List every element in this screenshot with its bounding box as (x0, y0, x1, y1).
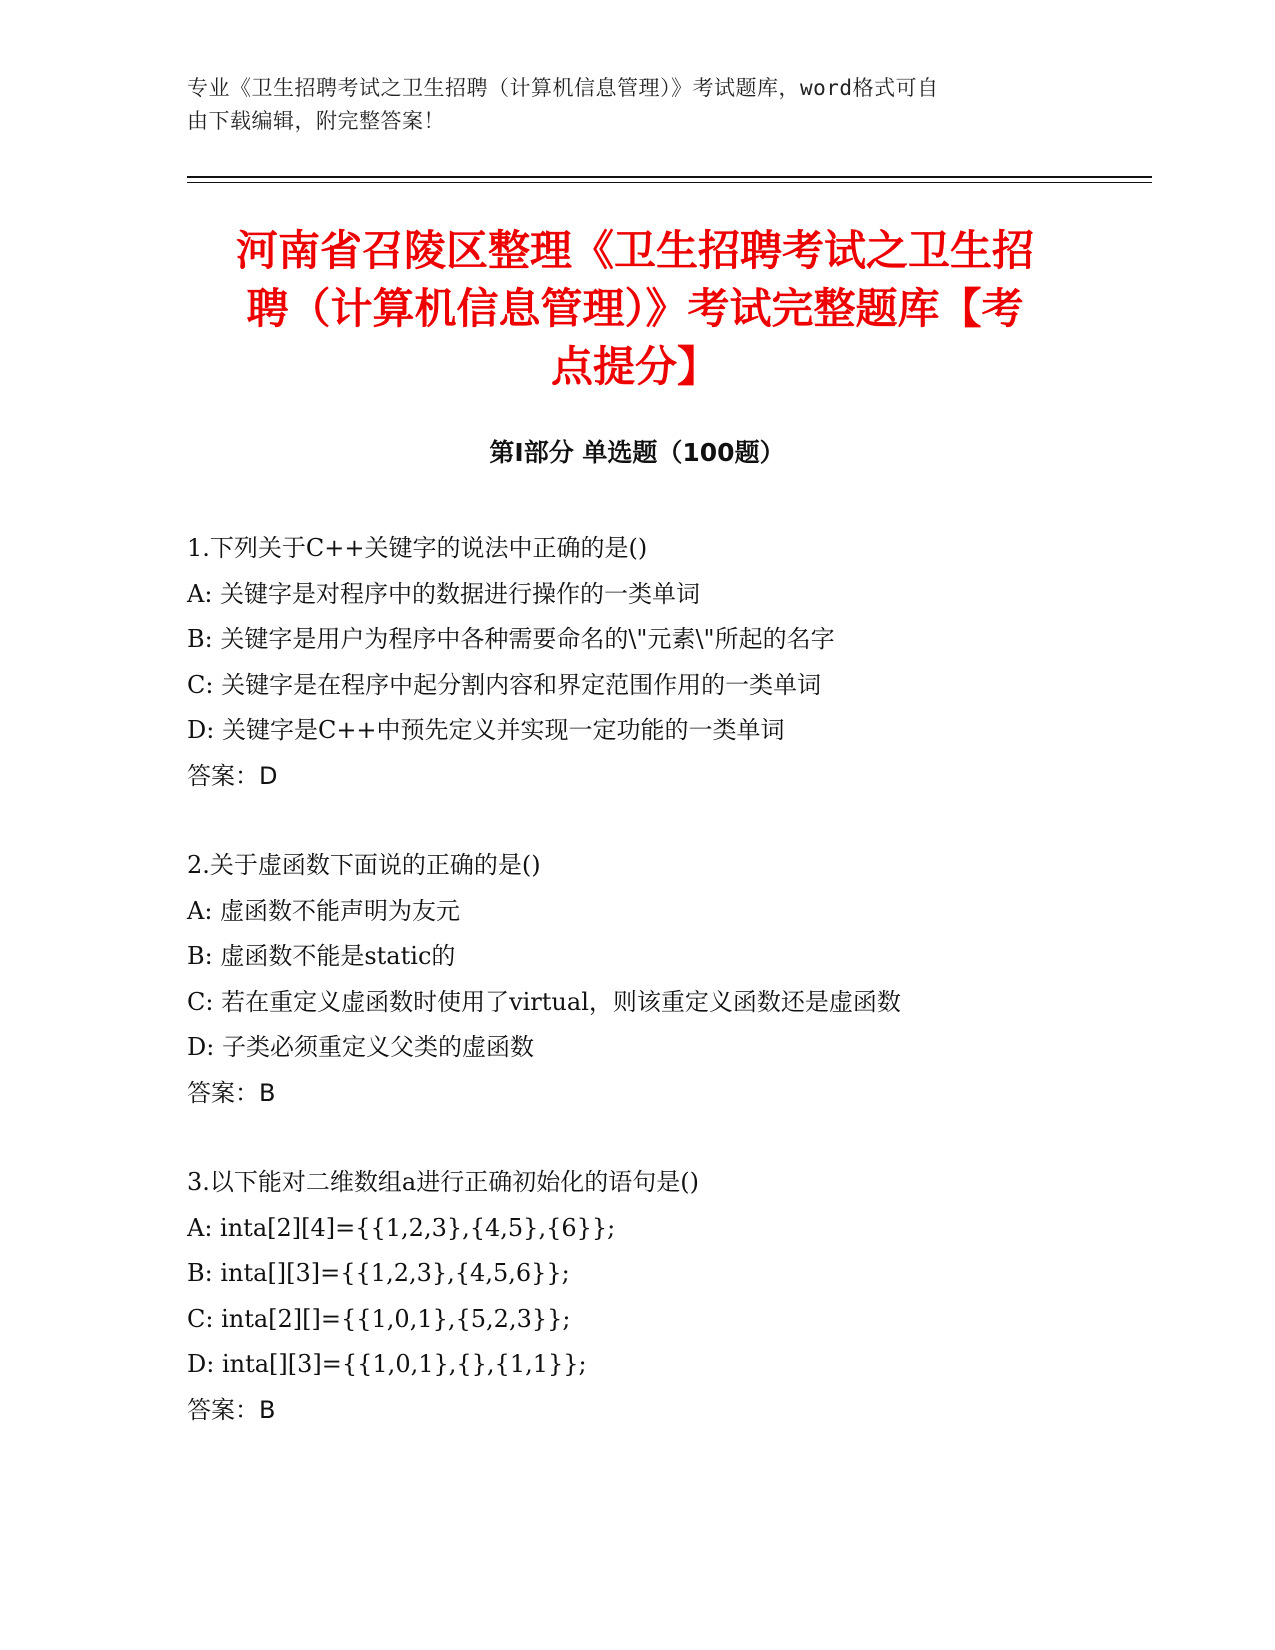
question-stem: 1.下列关于C++关键字的说法中正确的是() (187, 534, 648, 562)
question-2 (187, 843, 1147, 1116)
question-1 (187, 526, 1147, 799)
header-note-line-1: 专业《卫生招聘考试之卫生招聘（计算机信息管理）》考试题库，word格式可自 (187, 76, 939, 100)
answer-text: 答案：D (187, 761, 278, 790)
section-heading: 第Ⅰ部分 单选题（100题） (489, 438, 785, 467)
option-d: D: 子类必须重定义父类的虚函数 (187, 1033, 534, 1061)
document-title-line-2: 聘（计算机信息管理）》考试完整题库【考 (246, 284, 1024, 333)
document-title-line-1: 河南省召陵区整理《卫生招聘考试之卫生招 (235, 226, 1034, 275)
header-note-line-2: 由下载编辑，附完整答案！ (187, 109, 445, 133)
option-d: D: inta[][3]={{1,0,1},{},{1,1}}; (187, 1350, 587, 1378)
header-divider-thin (187, 182, 1152, 183)
question-stem: 2.关于虚函数下面说的正确的是() (187, 851, 541, 879)
option-d: D: 关键字是C++中预先定义并实现一定功能的一类单词 (187, 716, 785, 744)
document-title (170, 222, 1100, 396)
option-b: B: inta[][3]={{1,2,3},{4,5,6}}; (187, 1259, 570, 1287)
header-note (187, 72, 1067, 138)
option-c: C: 若在重定义虚函数时使用了virtual，则该重定义函数还是虚函数 (187, 987, 901, 1016)
option-a: A: 虚函数不能声明为友元 (187, 896, 461, 925)
option-a: A: inta[2][4]={{1,2,3},{4,5},{6}}; (187, 1213, 616, 1242)
answer-text: 答案：B (187, 1395, 276, 1424)
option-b: B: 关键字是用户为程序中各种需要命名的\"元素\"所起的名字 (187, 625, 835, 653)
answer-text: 答案：B (187, 1078, 276, 1107)
option-b: B: 虚函数不能是static的 (187, 942, 456, 970)
document-title-line-3: 点提分】 (550, 342, 719, 391)
question-3 (187, 1160, 1147, 1433)
option-c: C: 关键字是在程序中起分割内容和界定范围作用的一类单词 (187, 670, 822, 699)
option-a: A: 关键字是对程序中的数据进行操作的一类单词 (187, 579, 701, 608)
header-divider-thick (187, 176, 1152, 178)
question-list (187, 526, 1147, 1477)
question-stem: 3.以下能对二维数组a进行正确初始化的语句是() (187, 1168, 699, 1196)
option-c: C: inta[2][]={{1,0,1},{5,2,3}}; (187, 1304, 571, 1333)
